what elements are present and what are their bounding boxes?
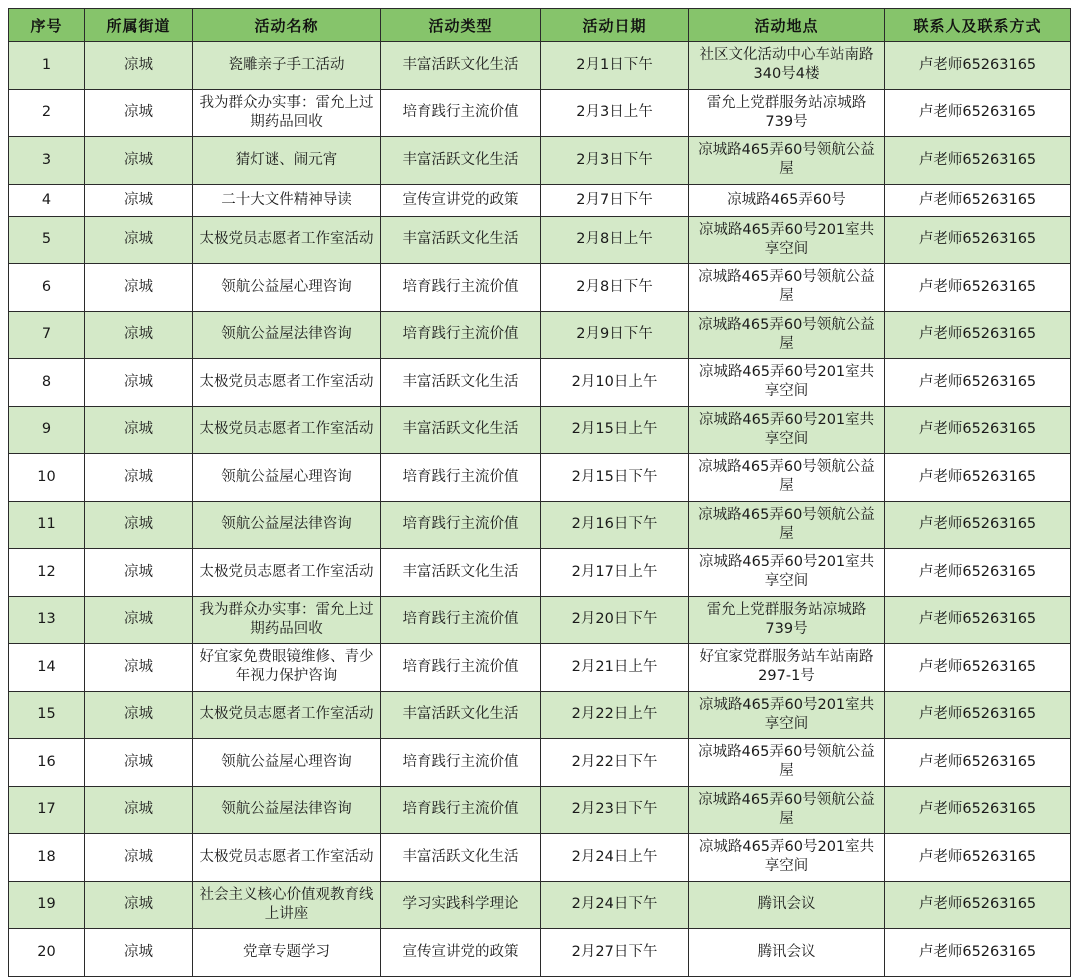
header-contact: 联系人及联系方式 (885, 9, 1071, 42)
cell-activity-location: 凉城路465弄60号 (689, 184, 885, 216)
table-row (9, 42, 1071, 90)
cell-activity-name: 二十大文件精神导读 (193, 184, 381, 216)
cell-activity-location: 凉城路465弄60号201室共享空间 (689, 359, 885, 407)
cell-contact: 卢老师65263165 (885, 501, 1071, 549)
cell-activity-type: 培育践行主流价值 (381, 89, 541, 137)
cell-serial-no: 10 (9, 454, 85, 502)
cell-activity-type: 宣传宣讲党的政策 (381, 184, 541, 216)
cell-contact: 卢老师65263165 (885, 216, 1071, 264)
cell-activity-location: 凉城路465弄60号201室共享空间 (689, 549, 885, 597)
table-row (9, 501, 1071, 549)
cell-street: 凉城 (85, 549, 193, 597)
cell-activity-location: 凉城路465弄60号201室共享空间 (689, 691, 885, 739)
cell-activity-type: 丰富活跃文化生活 (381, 216, 541, 264)
cell-contact: 卢老师65263165 (885, 596, 1071, 644)
cell-activity-location: 好宜家党群服务站车站南路297-1号 (689, 644, 885, 692)
table-row (9, 89, 1071, 137)
cell-activity-name: 太极党员志愿者工作室活动 (193, 406, 381, 454)
cell-contact: 卢老师65263165 (885, 184, 1071, 216)
cell-street: 凉城 (85, 216, 193, 264)
table-row (9, 881, 1071, 929)
cell-activity-type: 丰富活跃文化生活 (381, 834, 541, 882)
cell-activity-date: 2月3日上午 (541, 89, 689, 137)
cell-activity-location: 腾讯会议 (689, 929, 885, 977)
table-row (9, 786, 1071, 834)
cell-activity-location: 凉城路465弄60号201室共享空间 (689, 834, 885, 882)
cell-street: 凉城 (85, 501, 193, 549)
cell-activity-date: 2月15日上午 (541, 406, 689, 454)
cell-activity-location: 社区文化活动中心车站南路340号4楼 (689, 42, 885, 90)
cell-activity-date: 2月8日下午 (541, 264, 689, 312)
header-serial-no: 序号 (9, 9, 85, 42)
cell-activity-date: 2月7日下午 (541, 184, 689, 216)
table-row (9, 739, 1071, 787)
cell-activity-date: 2月3日下午 (541, 137, 689, 185)
cell-serial-no: 19 (9, 881, 85, 929)
cell-activity-type: 丰富活跃文化生活 (381, 137, 541, 185)
cell-activity-name: 党章专题学习 (193, 929, 381, 977)
cell-street: 凉城 (85, 89, 193, 137)
cell-contact: 卢老师65263165 (885, 786, 1071, 834)
cell-activity-type: 培育践行主流价值 (381, 501, 541, 549)
activity-schedule-sheet (8, 8, 1070, 977)
header-activity-name: 活动名称 (193, 9, 381, 42)
cell-activity-date: 2月24日下午 (541, 881, 689, 929)
cell-serial-no: 7 (9, 311, 85, 359)
cell-serial-no: 5 (9, 216, 85, 264)
cell-serial-no: 8 (9, 359, 85, 407)
header-activity-date: 活动日期 (541, 9, 689, 42)
cell-activity-name: 太极党员志愿者工作室活动 (193, 549, 381, 597)
cell-activity-location: 凉城路465弄60号领航公益屋 (689, 264, 885, 312)
cell-activity-date: 2月20日下午 (541, 596, 689, 644)
cell-contact: 卢老师65263165 (885, 406, 1071, 454)
cell-activity-date: 2月9日下午 (541, 311, 689, 359)
header-street: 所属街道 (85, 9, 193, 42)
table-row (9, 644, 1071, 692)
cell-contact: 卢老师65263165 (885, 881, 1071, 929)
cell-serial-no: 20 (9, 929, 85, 977)
cell-activity-name: 太极党员志愿者工作室活动 (193, 216, 381, 264)
cell-serial-no: 1 (9, 42, 85, 90)
cell-activity-date: 2月27日下午 (541, 929, 689, 977)
cell-activity-name: 领航公益屋法律咨询 (193, 786, 381, 834)
cell-contact: 卢老师65263165 (885, 644, 1071, 692)
cell-activity-location: 凉城路465弄60号领航公益屋 (689, 786, 885, 834)
cell-activity-location: 凉城路465弄60号领航公益屋 (689, 454, 885, 502)
cell-activity-location: 凉城路465弄60号201室共享空间 (689, 406, 885, 454)
cell-activity-type: 培育践行主流价值 (381, 311, 541, 359)
cell-street: 凉城 (85, 739, 193, 787)
cell-activity-type: 学习实践科学理论 (381, 881, 541, 929)
cell-street: 凉城 (85, 644, 193, 692)
table-row (9, 216, 1071, 264)
cell-street: 凉城 (85, 359, 193, 407)
cell-activity-name: 我为群众办实事：雷允上过期药品回收 (193, 596, 381, 644)
cell-activity-date: 2月24日上午 (541, 834, 689, 882)
cell-activity-name: 社会主义核心价值观教育线上讲座 (193, 881, 381, 929)
cell-activity-date: 2月10日上午 (541, 359, 689, 407)
table-row (9, 406, 1071, 454)
cell-activity-location: 凉城路465弄60号领航公益屋 (689, 137, 885, 185)
cell-activity-type: 培育践行主流价值 (381, 596, 541, 644)
cell-contact: 卢老师65263165 (885, 691, 1071, 739)
cell-activity-date: 2月8日上午 (541, 216, 689, 264)
cell-street: 凉城 (85, 184, 193, 216)
cell-contact: 卢老师65263165 (885, 42, 1071, 90)
table-row (9, 137, 1071, 185)
cell-serial-no: 18 (9, 834, 85, 882)
cell-activity-name: 太极党员志愿者工作室活动 (193, 834, 381, 882)
table-row (9, 264, 1071, 312)
cell-activity-type: 培育践行主流价值 (381, 786, 541, 834)
table-row (9, 184, 1071, 216)
table-header-row (9, 9, 1071, 42)
table-row (9, 454, 1071, 502)
cell-activity-date: 2月1日下午 (541, 42, 689, 90)
table-row (9, 359, 1071, 407)
cell-activity-date: 2月15日下午 (541, 454, 689, 502)
cell-activity-name: 领航公益屋心理咨询 (193, 739, 381, 787)
cell-street: 凉城 (85, 596, 193, 644)
table-row (9, 596, 1071, 644)
cell-activity-name: 猜灯谜、闹元宵 (193, 137, 381, 185)
table-row (9, 311, 1071, 359)
cell-contact: 卢老师65263165 (885, 834, 1071, 882)
cell-serial-no: 16 (9, 739, 85, 787)
cell-contact: 卢老师65263165 (885, 359, 1071, 407)
cell-activity-location: 凉城路465弄60号201室共享空间 (689, 216, 885, 264)
cell-street: 凉城 (85, 691, 193, 739)
cell-contact: 卢老师65263165 (885, 929, 1071, 977)
cell-activity-date: 2月22日上午 (541, 691, 689, 739)
activity-table (8, 8, 1071, 977)
cell-serial-no: 13 (9, 596, 85, 644)
cell-street: 凉城 (85, 929, 193, 977)
cell-activity-type: 宣传宣讲党的政策 (381, 929, 541, 977)
cell-serial-no: 6 (9, 264, 85, 312)
cell-activity-type: 培育践行主流价值 (381, 739, 541, 787)
cell-contact: 卢老师65263165 (885, 89, 1071, 137)
table-row (9, 929, 1071, 977)
table-row (9, 834, 1071, 882)
cell-serial-no: 12 (9, 549, 85, 597)
cell-activity-date: 2月22日下午 (541, 739, 689, 787)
cell-activity-name: 太极党员志愿者工作室活动 (193, 359, 381, 407)
cell-street: 凉城 (85, 311, 193, 359)
cell-serial-no: 9 (9, 406, 85, 454)
cell-contact: 卢老师65263165 (885, 311, 1071, 359)
cell-serial-no: 3 (9, 137, 85, 185)
cell-contact: 卢老师65263165 (885, 549, 1071, 597)
cell-activity-name: 领航公益屋心理咨询 (193, 264, 381, 312)
cell-contact: 卢老师65263165 (885, 739, 1071, 787)
cell-activity-location: 腾讯会议 (689, 881, 885, 929)
table-body (9, 42, 1071, 977)
cell-street: 凉城 (85, 881, 193, 929)
cell-activity-location: 雷允上党群服务站凉城路739号 (689, 89, 885, 137)
cell-street: 凉城 (85, 264, 193, 312)
cell-activity-location: 凉城路465弄60号领航公益屋 (689, 501, 885, 549)
header-activity-location: 活动地点 (689, 9, 885, 42)
cell-activity-date: 2月21日上午 (541, 644, 689, 692)
cell-serial-no: 17 (9, 786, 85, 834)
cell-contact: 卢老师65263165 (885, 264, 1071, 312)
cell-serial-no: 11 (9, 501, 85, 549)
header-activity-type: 活动类型 (381, 9, 541, 42)
cell-activity-location: 凉城路465弄60号领航公益屋 (689, 311, 885, 359)
cell-street: 凉城 (85, 137, 193, 185)
cell-activity-type: 培育践行主流价值 (381, 454, 541, 502)
cell-serial-no: 14 (9, 644, 85, 692)
cell-activity-name: 太极党员志愿者工作室活动 (193, 691, 381, 739)
table-row (9, 549, 1071, 597)
cell-activity-type: 丰富活跃文化生活 (381, 359, 541, 407)
cell-street: 凉城 (85, 42, 193, 90)
cell-contact: 卢老师65263165 (885, 454, 1071, 502)
cell-activity-date: 2月16日下午 (541, 501, 689, 549)
cell-activity-name: 我为群众办实事：雷允上过期药品回收 (193, 89, 381, 137)
cell-activity-location: 凉城路465弄60号领航公益屋 (689, 739, 885, 787)
cell-street: 凉城 (85, 454, 193, 502)
cell-activity-type: 培育践行主流价值 (381, 644, 541, 692)
table-row (9, 691, 1071, 739)
cell-activity-name: 领航公益屋心理咨询 (193, 454, 381, 502)
cell-street: 凉城 (85, 406, 193, 454)
cell-activity-name: 瓷雕亲子手工活动 (193, 42, 381, 90)
cell-contact: 卢老师65263165 (885, 137, 1071, 185)
cell-activity-date: 2月17日上午 (541, 549, 689, 597)
cell-serial-no: 4 (9, 184, 85, 216)
cell-activity-date: 2月23日下午 (541, 786, 689, 834)
cell-activity-type: 培育践行主流价值 (381, 264, 541, 312)
cell-serial-no: 15 (9, 691, 85, 739)
cell-activity-type: 丰富活跃文化生活 (381, 549, 541, 597)
cell-activity-name: 好宜家免费眼镜维修、青少年视力保护咨询 (193, 644, 381, 692)
cell-activity-type: 丰富活跃文化生活 (381, 42, 541, 90)
cell-activity-type: 丰富活跃文化生活 (381, 691, 541, 739)
cell-activity-name: 领航公益屋法律咨询 (193, 501, 381, 549)
cell-activity-location: 雷允上党群服务站凉城路739号 (689, 596, 885, 644)
cell-serial-no: 2 (9, 89, 85, 137)
cell-street: 凉城 (85, 786, 193, 834)
cell-activity-name: 领航公益屋法律咨询 (193, 311, 381, 359)
cell-street: 凉城 (85, 834, 193, 882)
cell-activity-type: 丰富活跃文化生活 (381, 406, 541, 454)
